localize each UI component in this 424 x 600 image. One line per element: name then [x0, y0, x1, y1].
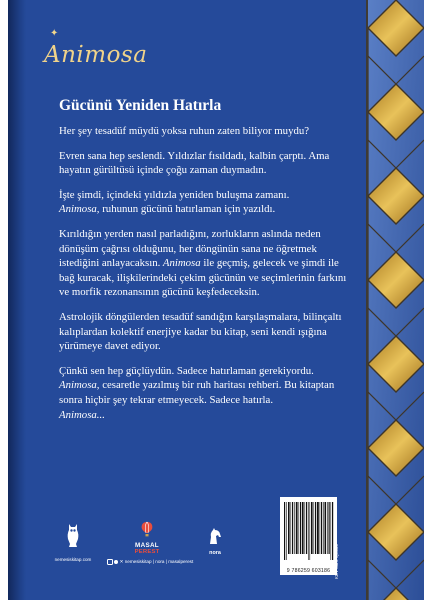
barcode-bars: [280, 497, 337, 565]
instagram-icon: [107, 559, 113, 565]
back-cover: [8, 0, 424, 600]
social-caption: [107, 559, 194, 565]
blurb-paragraph-2-emphasis: Animosa,: [59, 203, 100, 216]
masalperest-publisher: [107, 521, 194, 565]
blurb-paragraph-2-line-1: İşte şimdi, içindeki yıldızla yeniden buluşma zamanı.: [59, 188, 290, 201]
blurb-paragraph-3-part-b: ile geçmiş, gelecek ve şimdi ile bağ kuracak, ilişkilerindeki çekim gücünün ve seçimlerinin farkını ve morfik rezonansının gücünü keşfedeceksin.: [59, 257, 347, 299]
blurb-paragraph-3-emphasis: Animosa: [160, 257, 201, 270]
brand-title: Animosa: [44, 42, 148, 68]
isbn-number: 9 786259 603186: [286, 568, 331, 574]
blurb-paragraph-3: [59, 227, 347, 300]
blurb-question: Her şey tesadüf müydü yoksa ruhun zaten biliyor muydu?: [59, 125, 310, 137]
nemesis-publisher: [51, 522, 95, 563]
blurb-heading: Gücünü Yeniden Hatırla: [59, 97, 222, 114]
blurb-paragraph-5: [59, 364, 347, 422]
blurb-paragraph-3-part-a: Kırıldığın yerden nasıl parladığını, zorlukların aslında neden dönüşüm çağrısı olduğunu, her döngünün sana ne öğretmek istediğini anlayacaksın.: [59, 227, 321, 270]
blurb-paragraph-4: Astrolojik döngülerden tesadüf sandığın karşılaşmalara, bilinçaltı kalıplardan kolektif enerjiye kadar bu kitap, seni kendi ışığına yürümeye davet ediyor.: [59, 310, 342, 353]
hot-air-balloon-icon: [139, 521, 155, 537]
blurb-paragraph-2: [59, 188, 347, 217]
facebook-icon: [114, 560, 118, 564]
nora-publisher: [198, 527, 232, 556]
barcode: [280, 497, 337, 575]
blurb-paragraph-5-emphasis-1: Animosa,: [59, 379, 100, 392]
blurb-paragraph-2-rest: ruhunun gücünü hatırlaman için yazıldı.: [99, 203, 276, 216]
blurb-paragraph-5-part-a: Çünkü sen hep güçlüydün. Sadece hatırlaman gerekiyordu.: [59, 364, 314, 377]
nemesis-caption: nemesiskitap.com: [54, 557, 92, 562]
price-note: KDV dahil fiyatıdır: [334, 543, 339, 579]
blurb: [59, 97, 347, 432]
blurb-paragraph-5-part-b: cesaretle yazılmış bir ruh haritası rehberi. Bu kitaptan sonra hiçbir şey tekrar etmeyecek. Sadece hatırla.: [59, 379, 335, 406]
brand-logo: [28, 29, 188, 81]
nora-logo-text: nora: [209, 550, 221, 556]
perest-logo-text: PEREST: [134, 549, 160, 555]
blurb-paragraph-1: Evren sana hep seslendi. Yıldızlar fısıldadı, kalbin çarptı. Ama hayatın gürültüsü içinde çoğu zaman duymadın.: [59, 149, 330, 177]
blurb-paragraph-5-emphasis-2: Animosa...: [59, 408, 105, 421]
owl-icon: [64, 522, 82, 548]
horse-icon: [207, 527, 223, 545]
social-handles: nemesiskitap | nora | masalperest: [124, 559, 194, 565]
masal-logo-text: MASAL: [135, 542, 159, 549]
publisher-logos: [43, 519, 248, 575]
sparkle-icon: ✦: [50, 28, 59, 39]
stained-glass-border: [366, 0, 424, 600]
x-icon: ✕: [119, 559, 124, 564]
stained-glass-pattern: [368, 0, 424, 600]
